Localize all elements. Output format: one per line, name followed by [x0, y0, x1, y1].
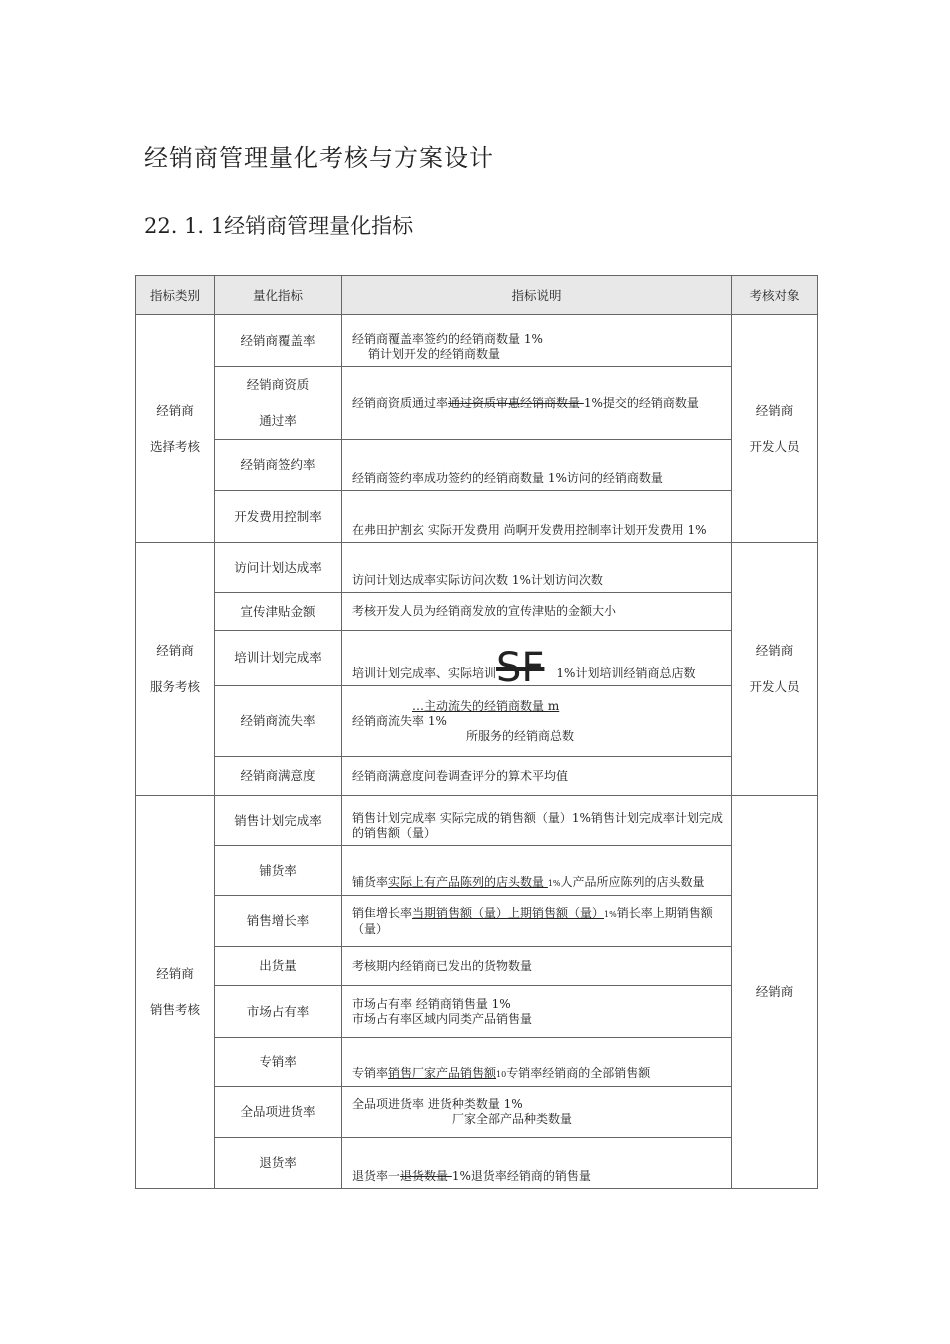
indicator-cell: 销售计划完成率 [215, 796, 342, 846]
indicator-cell: 退货率 [215, 1138, 342, 1189]
header-target: 考核对象 [732, 276, 818, 315]
page-title: 经销商管理量化考核与方案设计 [144, 144, 494, 172]
table-row [136, 367, 818, 440]
table-row [136, 1038, 818, 1087]
table-row [136, 631, 818, 686]
target-cell: 经销商 开发人员 [732, 543, 818, 796]
category-cell: 经销商 服务考核 [136, 543, 215, 796]
table-header-row [136, 276, 818, 315]
category-cell: 经销商 选择考核 [136, 315, 215, 543]
indicator-cell: 经销商签约率 [215, 440, 342, 491]
indicator-cell: 出货量 [215, 947, 342, 986]
description-cell: 经销商覆盖率签约的经销商数量 1% 销计划开发的经销商数量 [342, 315, 732, 367]
indicator-cell: 经销商覆盖率 [215, 315, 342, 367]
section-heading: 22. 1. 1经销商管理量化指标 [144, 214, 414, 238]
description-cell: 经销商签约率成功签约的经销商数量 1%访问的经销商数量 [342, 440, 732, 491]
description-cell: 铺货率实际上有产品陈列的店头数量 1%人产品所应陈列的店头数量 [342, 846, 732, 896]
description-cell: 销售计划完成率 实际完成的销售额（量）1%销售计划完成率计划完成的销售额（量） [342, 796, 732, 846]
table-row [136, 986, 818, 1038]
header-description: 指标说明 [342, 276, 732, 315]
target-cell: 经销商 [732, 796, 818, 1189]
category-cell: 经销商 销售考核 [136, 796, 215, 1189]
indicator-cell: 访问计划达成率 [215, 543, 342, 593]
table-row [136, 947, 818, 986]
table-row [136, 491, 818, 543]
table-row [136, 757, 818, 796]
description-cell: 专销率销售厂家产品销售额10专销率经销商的全部销售额 [342, 1038, 732, 1087]
target-cell: 经销商 开发人员 [732, 315, 818, 543]
table-row [136, 686, 818, 757]
indicator-cell: 专销率 [215, 1038, 342, 1087]
table-row [136, 1138, 818, 1189]
indicator-cell: 铺货率 [215, 846, 342, 896]
description-cell: 经销商资质通过率通过资质审惠经销商数量 1%提交的经销商数量 [342, 367, 732, 440]
description-cell: 经销商满意度问卷调查评分的算术平均值 [342, 757, 732, 796]
indicator-cell: 开发费用控制率 [215, 491, 342, 543]
description-cell: 考核开发人员为经销商发放的宣传津贴的金额大小 [342, 593, 732, 631]
header-indicator: 量化指标 [215, 276, 342, 315]
description-cell: 在弗田护割玄 实际开发费用 尚啊开发费用控制率计划开发费用 1% [342, 491, 732, 543]
description-cell: 销隹增长率当期销售额（量）上期销售额（量）1%销长率上期销售额（量） [342, 896, 732, 947]
description-cell: 培训计划完成率、实际培训SF 1%计划培训经销商总店数 [342, 631, 732, 686]
description-cell: …主动流失的经销商数量 m 经销商流失率 1% 所服务的经销商总数 [342, 686, 732, 757]
indicator-cell: 销售增长率 [215, 896, 342, 947]
indicator-cell: 市场占有率 [215, 986, 342, 1038]
table-row [136, 1087, 818, 1138]
indicator-cell: 经销商流失率 [215, 686, 342, 757]
table-row [136, 593, 818, 631]
table-row [136, 846, 818, 896]
table-row [136, 543, 818, 593]
indicator-cell: 培训计划完成率 [215, 631, 342, 686]
description-cell: 全品项进货率 进货种类数量 1% 厂家全部产品种类数量 [342, 1087, 732, 1138]
table-row [136, 440, 818, 491]
description-cell: 考核期内经销商已发出的货物数量 [342, 947, 732, 986]
indicator-cell: 宣传津贴金额 [215, 593, 342, 631]
description-cell: 退货率一退货数量 1%退货率经销商的销售量 [342, 1138, 732, 1189]
table-row [136, 796, 818, 846]
table-row [136, 896, 818, 947]
indicator-cell: 全品项进货率 [215, 1087, 342, 1138]
description-cell: 访问计划达成率实际访问次数 1%计划访问次数 [342, 543, 732, 593]
description-cell: 市场占有率 经销商销售量 1% 市场占有率区域内同类产品销售量 [342, 986, 732, 1038]
table-row [136, 315, 818, 367]
header-category: 指标类别 [136, 276, 215, 315]
metrics-table [135, 275, 818, 1189]
indicator-cell: 经销商资质 通过率 [215, 367, 342, 440]
indicator-cell: 经销商满意度 [215, 757, 342, 796]
